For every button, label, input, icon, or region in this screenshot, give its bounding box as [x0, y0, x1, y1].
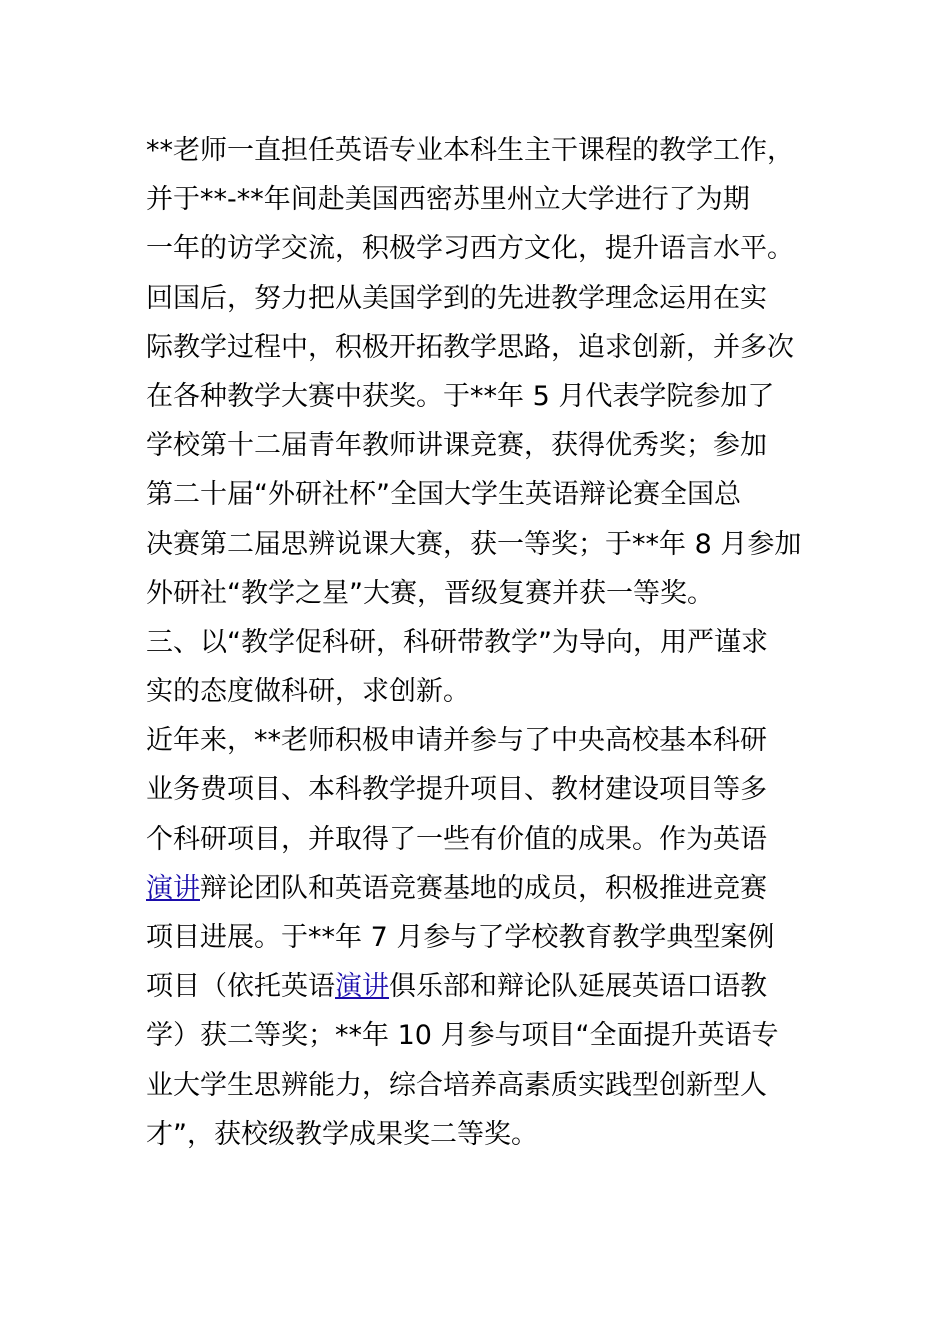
text-span: 一年的访学交流，积极学习西方文化，提升语言水平。 — [146, 233, 794, 265]
text-line — [146, 815, 811, 864]
text-span: 实的态度做科研，求创新。 — [146, 676, 470, 708]
text-line — [146, 224, 811, 273]
text-line — [146, 962, 811, 1011]
text-span: 在各种教学大赛中获奖。于**年 5 月代表学院参加了 — [146, 380, 775, 412]
inline-link[interactable]: 演讲 — [335, 971, 389, 1003]
text-line — [146, 372, 811, 421]
text-line — [146, 667, 811, 716]
text-span: 才”，获校级教学成果奖二等奖。 — [146, 1118, 538, 1150]
text-line — [146, 126, 811, 175]
text-line — [146, 1011, 811, 1060]
text-span: 回国后，努力把从美国学到的先进教学理念运用在实 — [146, 282, 767, 314]
text-span: 决赛第二届思辨说课大赛，获一等奖；于**年 8 月参加 — [146, 528, 802, 560]
text-line — [146, 864, 811, 913]
text-line — [146, 421, 811, 470]
text-line — [146, 470, 811, 519]
text-line — [146, 520, 811, 569]
text-span: 第二十届“外研社杯”全国大学生英语辩论赛全国总 — [146, 479, 741, 511]
text-span: 近年来，**老师积极申请并参与了中央高校基本科研 — [146, 725, 767, 757]
text-span: 三、以“教学促科研，科研带教学”为导向，用严谨求 — [146, 626, 768, 658]
text-span: 辩论团队和英语竞赛基地的成员，积极推进竞赛 — [200, 872, 767, 904]
text-line — [146, 618, 811, 667]
text-span: 项目（依托英语 — [146, 971, 335, 1003]
text-span: 俱乐部和辩论队延展英语口语教 — [389, 971, 767, 1003]
text-span: 个科研项目，并取得了一些有价值的成果。作为英语 — [146, 823, 767, 855]
text-span: 学）获二等奖；**年 10 月参与项目“全面提升英语专 — [146, 1020, 779, 1052]
text-line — [146, 1110, 811, 1159]
text-line — [146, 716, 811, 765]
text-line — [146, 175, 811, 224]
text-span: 外研社“教学之星”大赛，晋级复赛并获一等奖。 — [146, 577, 714, 609]
text-span: 际教学过程中，积极开拓教学思路，追求创新，并多次 — [146, 331, 794, 363]
text-span: 业务费项目、本科教学提升项目、教材建设项目等多 — [146, 774, 767, 806]
text-span: 学校第十二届青年教师讲课竞赛，获得优秀奖；参加 — [146, 430, 767, 462]
text-span: 项目进展。于**年 7 月参与了学校教育教学典型案例 — [146, 922, 775, 953]
text-span: 业大学生思辨能力，综合培养高素质实践型创新型人 — [146, 1069, 767, 1101]
text-line — [146, 913, 811, 962]
document-body — [146, 126, 811, 1159]
inline-link[interactable]: 演讲 — [146, 872, 200, 904]
text-line — [146, 569, 811, 618]
text-line — [146, 765, 811, 814]
text-span: **老师一直担任英语专业本科生主干课程的教学工作， — [146, 135, 794, 166]
text-line — [146, 274, 811, 323]
text-line — [146, 323, 811, 372]
text-span: 并于**-**年间赴美国西密苏里州立大学进行了为期 — [146, 184, 750, 216]
text-line — [146, 1061, 811, 1110]
